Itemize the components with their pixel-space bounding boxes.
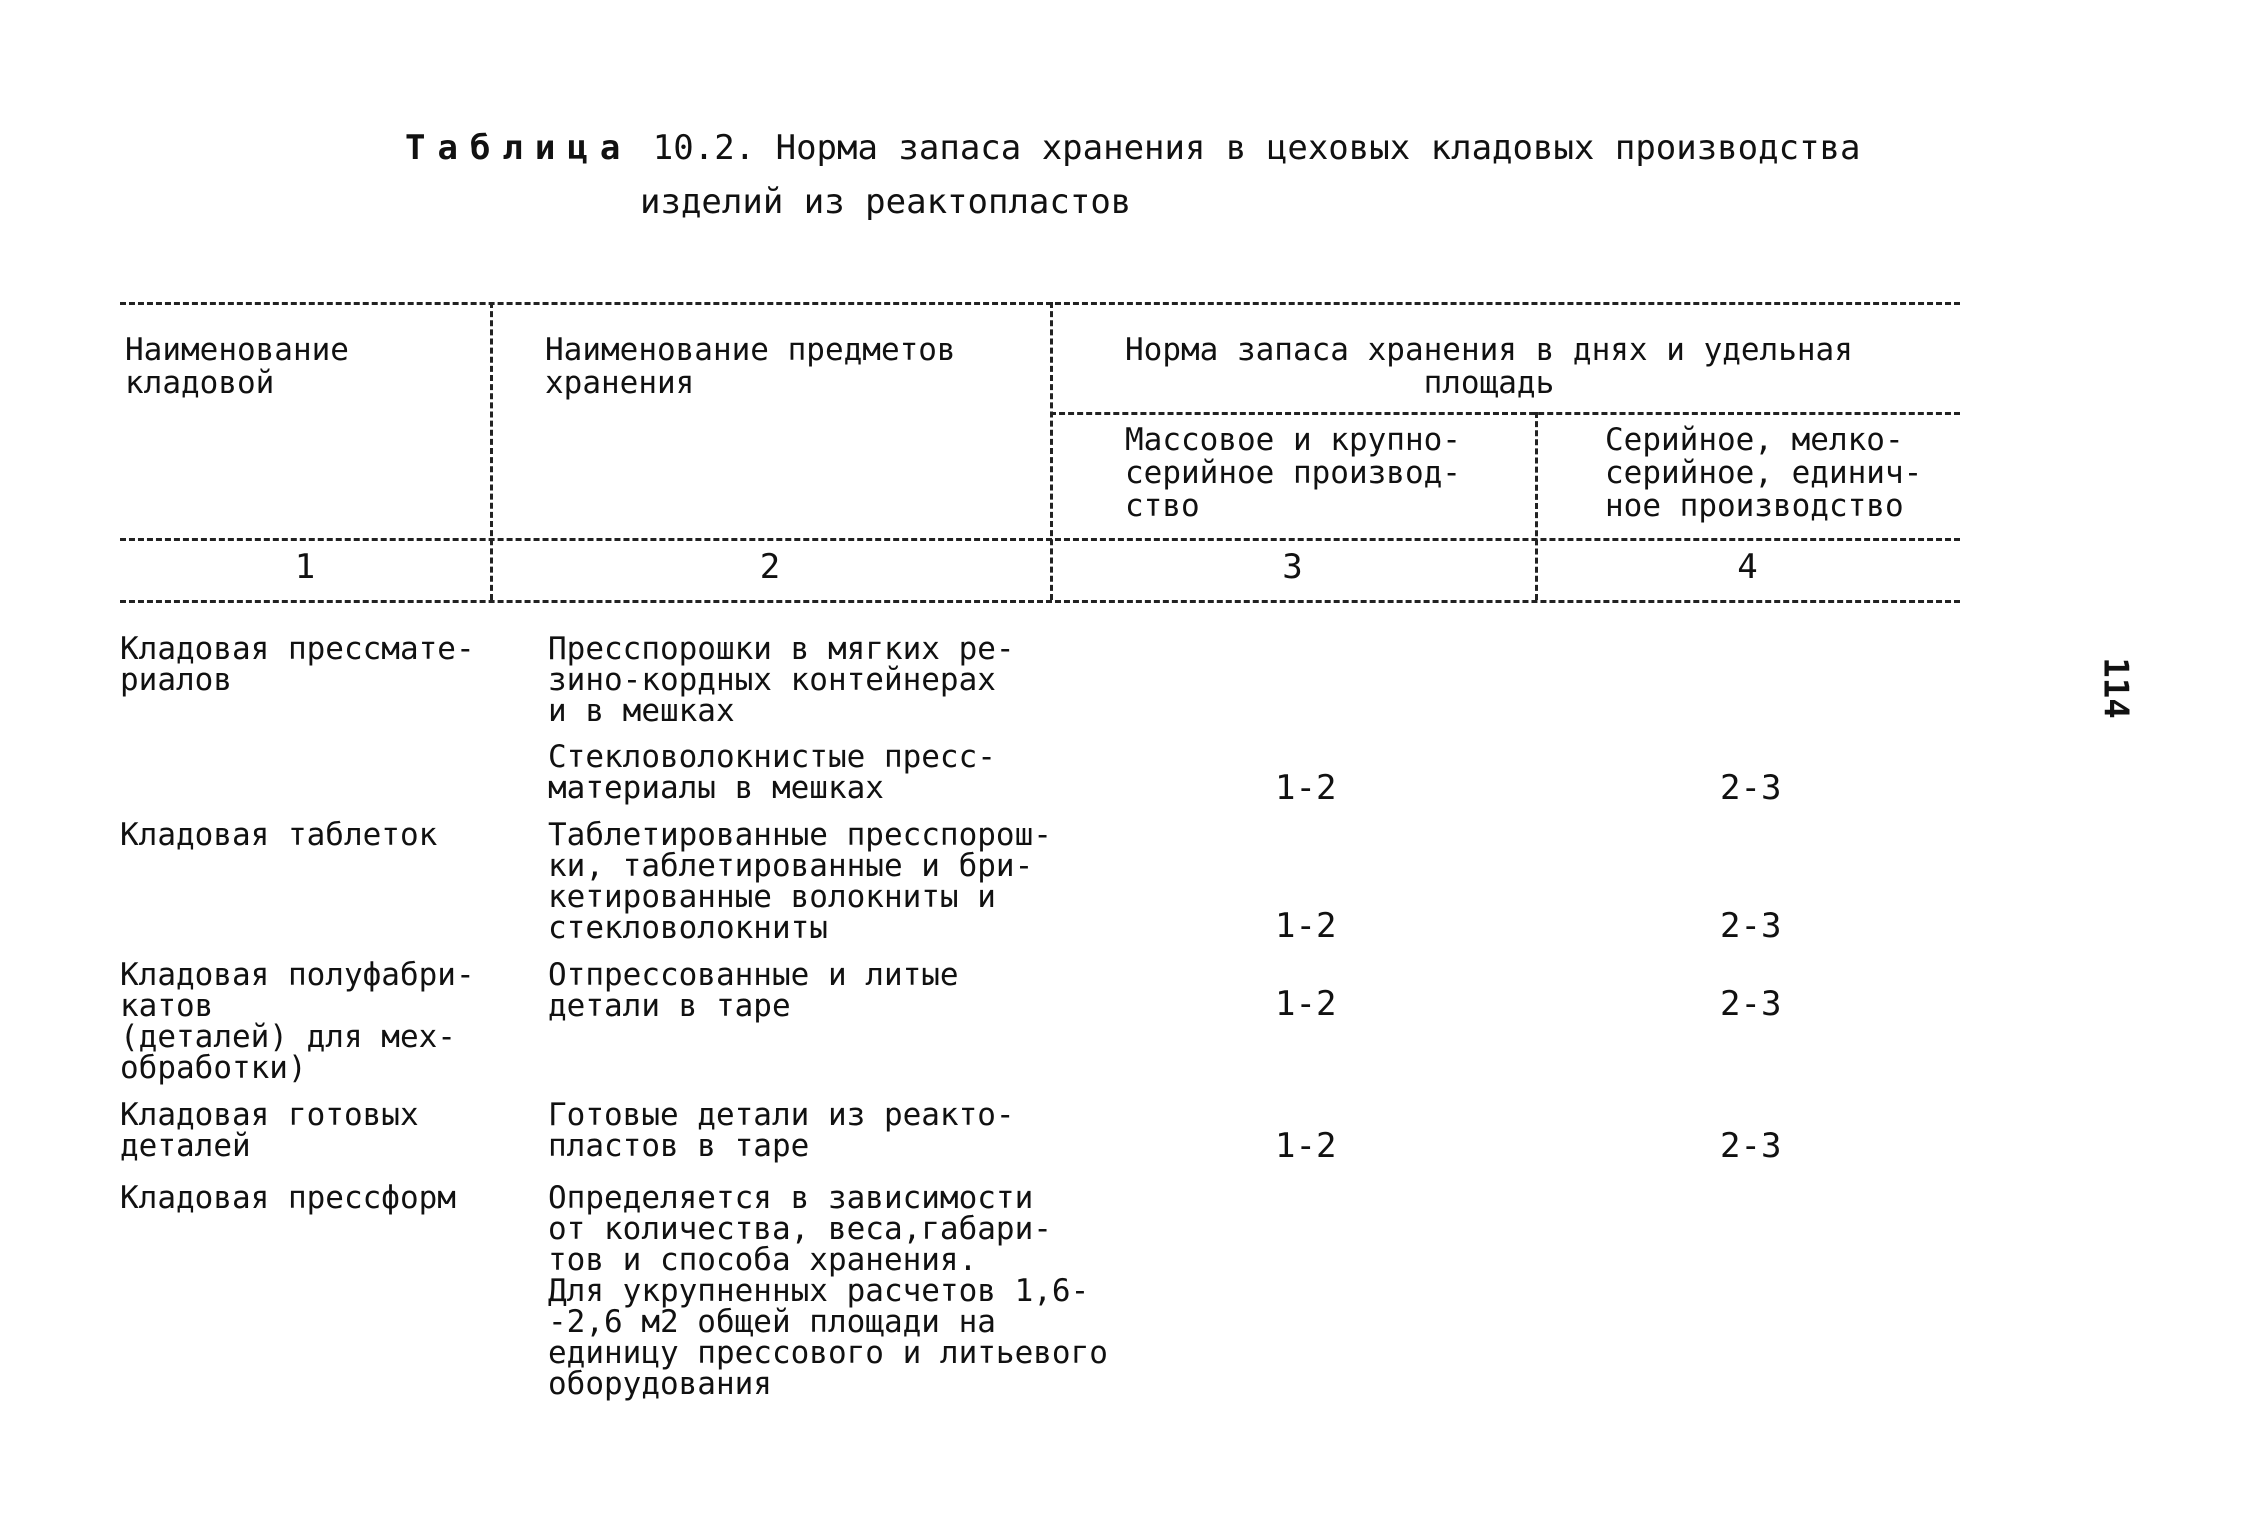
header-mass-production: Массовое и крупно- серийное производ- ство (1125, 422, 1461, 524)
table-row-3-serial-value: 2-3 (1720, 906, 1782, 946)
table-row-6-items: Определяется в зависимости от количества, веса,габари- тов и способа хранения. Для укрупненных расчетов 1,6- -2,6 м2 общей площади на единицу прессового и литьевого оборудования (548, 1180, 1108, 1402)
table-caption-continuation: изделий из реактопластов (640, 182, 1132, 222)
table-row-1-storeroom: Кладовая прессмате- риалов (120, 631, 475, 698)
header-stored-items: Наименование предметов хранения (545, 332, 956, 401)
header-bottom-rule (120, 538, 1960, 541)
table-row-5-items: Готовые детали из реакто- пластов в таре (548, 1097, 1015, 1164)
table-row-1-items: Пресспорошки в мягких ре- зино-кордных контейнерах и в мешках (548, 631, 1015, 729)
table-caption-label: Таблица (405, 128, 633, 168)
table-row-5-storeroom: Кладовая готовых деталей (120, 1097, 419, 1164)
table-row-2-serial-value: 2-3 (1720, 768, 1782, 808)
table-row-4-mass-value: 1-2 (1275, 984, 1337, 1024)
table-row-3-mass-value: 1-2 (1275, 906, 1337, 946)
column-number-1: 1 (294, 547, 316, 587)
table-row-4-storeroom: Кладовая полуфабри- катов (деталей) для мех- обработки) (120, 957, 475, 1086)
table-row-6-storeroom: Кладовая прессформ (120, 1180, 456, 1216)
table-row-5-mass-value: 1-2 (1275, 1126, 1337, 1166)
column-number-4: 4 (1737, 547, 1758, 587)
header-serial-production: Серийное, мелко- серийное, единич- ное производство (1605, 422, 1923, 524)
column-numbers-bottom-rule (120, 600, 1960, 603)
table-row-3-storeroom: Кладовая таблеток (120, 817, 438, 853)
table-row-3-items: Таблетированные пресспорош- ки, таблетированные и бри- кетированные волокниты и стекловолокниты (548, 817, 1052, 946)
page-number: 114 (2095, 657, 2136, 719)
table-caption-text: 10.2. Норма запаса хранения в цеховых кладовых производства (652, 128, 1861, 168)
column-number-2: 2 (759, 547, 781, 587)
table-row-5-serial-value: 2-3 (1720, 1126, 1782, 1166)
table-row-4-items: Отпрессованные и литые детали в таре (548, 957, 959, 1024)
header-storeroom-name: Наименование кладовой (125, 332, 349, 401)
table-caption (405, 128, 1861, 168)
table-row-4-serial-value: 2-3 (1720, 984, 1782, 1024)
table-row-2-mass-value: 1-2 (1275, 768, 1337, 808)
column-number-3: 3 (1282, 547, 1303, 587)
table-top-rule (120, 302, 1960, 305)
group-header-rule (1050, 412, 1960, 415)
table-row-2-items: Стекловолокнистые пресс- материалы в мешках (548, 739, 996, 806)
header-storage-norm-group: Норма запаса хранения в днях и удельная площадь (1125, 332, 1853, 401)
